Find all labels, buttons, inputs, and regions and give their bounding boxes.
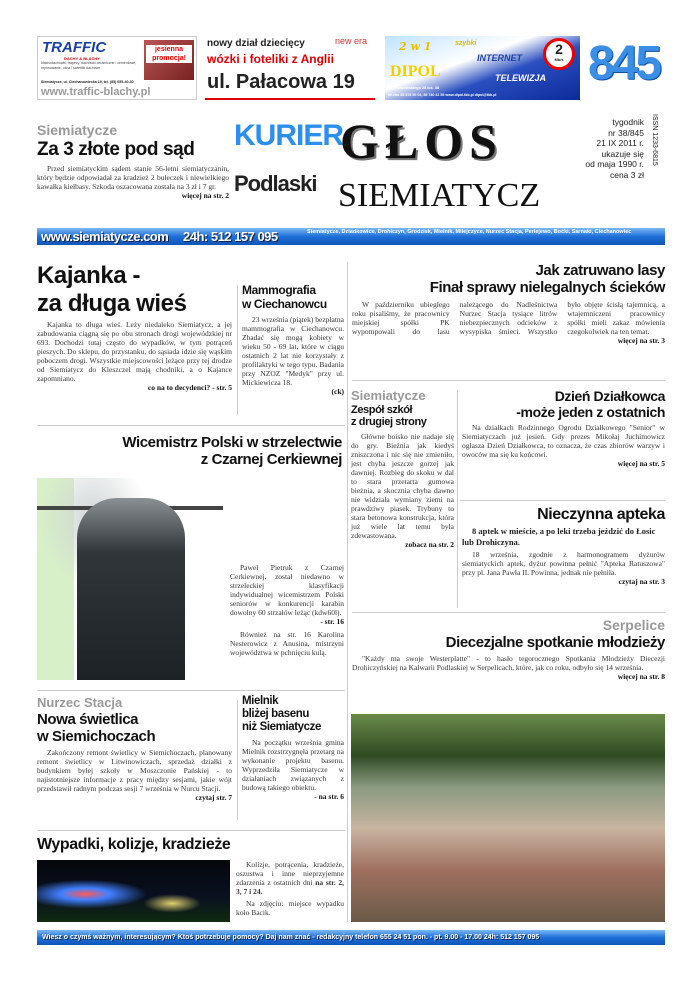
strzelec-caption xyxy=(230,560,344,657)
kajanka-title-1[interactable]: Kajanka - xyxy=(37,262,141,289)
info-price: cena 3 zł xyxy=(609,169,644,180)
ad-newera xyxy=(205,36,375,100)
teaser-text: Przed siemiatyckim sądem stanie 56-letni siemiatyczanin, który będzie odpowiadał za kradzież 2 bułeczek i niewielkiego kawałka kiełbasy. Szkoda oszacowana została na 3 zł i 7 gr. xyxy=(37,163,229,191)
dipol-speed-label: szybki xyxy=(455,40,477,47)
footer-bar xyxy=(37,930,665,945)
mammo-author: (ck) xyxy=(331,386,344,396)
mammo-title-1[interactable]: Mammografia xyxy=(242,283,316,297)
shooter-photo xyxy=(37,478,223,680)
traffic-badge: jesienna promocja! xyxy=(146,45,192,63)
kajanka-more[interactable]: co na to decydenci? - str. 5 xyxy=(147,383,232,393)
dzialkowca-more[interactable]: więcej na str. 5 xyxy=(617,459,665,469)
mielnik-title-1[interactable]: Mielnik xyxy=(242,695,279,707)
lasy-text: W październiku ubiegłego roku pisaliśmy, że pracownicy miejskiej spółki PK wypompowali do lasu należącego do Nadleśnictwa Nurzec Stacja tysiące litrów niebezpiecznych odcieków z wysypiska śmieci. Wszystko było objęte ścisłą tajemnicą, a wtajemniczeni pracownicy spółki mieli zakaz mówienia czegokolwiek na ten temat. xyxy=(352,299,665,336)
site-phone: 24h: 512 157 095 xyxy=(183,229,278,244)
traffic-sub: DACHY & BLACHY xyxy=(64,56,100,61)
teaser-kicker: Siemiatycze xyxy=(37,122,118,138)
zespol-more[interactable]: zobacz na str. 2 xyxy=(405,539,454,549)
zespol xyxy=(351,388,454,550)
dipol-contact: tel./fax 85 878 90 04, 85 740 41 55 www.dipol.tkb.pl dipol@tkb.pl xyxy=(388,93,497,97)
wypadki-text-main: Kolizje, potrącenia, kradzieże, oszustwa i inne nieprzyjemne zdarzenia z ostatnich dni xyxy=(236,860,344,887)
dipol-tv: TELEWIZJA xyxy=(495,73,546,83)
ad-traffic xyxy=(37,36,197,100)
strzelec-title-1[interactable]: Wicemistrz Polski w strzelectwie xyxy=(122,434,342,451)
masthead-glos: GŁOS xyxy=(340,113,503,169)
swietlica-more[interactable]: czytaj str. 7 xyxy=(195,793,232,803)
zespol-title-1[interactable]: Zespół szkół xyxy=(351,403,413,416)
youth-meeting-photo xyxy=(351,714,665,922)
wypadki-caption: Na zdjęciu: miejsce wypadku koło Bacik. xyxy=(236,899,344,917)
dipol-unit: Mb/s xyxy=(554,57,564,62)
dzialkowca-title-1[interactable]: Dzień Działkowca xyxy=(554,388,665,404)
serpelice-title[interactable]: Diecezjalne spotkanie młodzieży xyxy=(445,633,665,651)
site-bar xyxy=(37,228,665,245)
site-url[interactable]: www.siemiatycze.com xyxy=(41,229,169,244)
newera-line1: nowy dział dziecięcy xyxy=(207,38,305,49)
kajanka xyxy=(37,262,232,393)
info-since-1: ukazuje się xyxy=(601,148,644,159)
dipol-tag: 2 w 1 xyxy=(399,40,432,53)
dipol-internet: INTERNET xyxy=(477,53,522,63)
site-towns: Siemiatycze, Dziadkowice, Drohiczyn, Grodzisk, Mielnik, Milejczyce, Nurzec Stacja, Perlejewo, Boćki, Sarnaki, Ciechanowiec xyxy=(307,229,632,235)
teaser-more[interactable]: więcej na str. 2 xyxy=(181,190,229,200)
mammo-text: 23 września (piątek) bezpłatna mammografia w Ciechanowcu. Zbadać się mogą kobiety w wieku 50 - 69 lat, które w ciągu ostatnich 2 lat nie korzystały z profilaktyki w tego typu. Badania przy NZOZ "Medyk" przy ul. Mickiewicza 18. xyxy=(242,314,344,387)
zespol-kicker: Siemiatycze xyxy=(351,388,426,403)
lasy-title-2[interactable]: Finał sprawy nielegalnych ścieków xyxy=(429,279,665,297)
kajanka-text: Kajanka to długa wieś. Leży niedaleko Siemiatycz, a jej zabudowania ciągną się po obu stronach drogi wojewódzkiej nr 693. Dochodzi tutaj często do wypadków, w tym potrąceń pieszych. Do sklepu, do przystanku, do sąsiada idzie się wąskim poboczem drogi. Wszystkie miejscowości leżące przy tej drodze od Siemiatycz do Kleszczel mają chodniki, a o Kajance zapomniano. xyxy=(37,320,232,384)
serpelice-kicker: Serpelice xyxy=(602,617,665,633)
apteka-text: 18 września, zgodnie z harmonogramem dyżurów siemiatyckich aptek, dyżur powinna pełnić "Apteka Ratuszowa" przy pl. Jana Pawła II. Powinna, jednak nie pełniła. xyxy=(462,550,665,578)
serpelice-more[interactable]: więcej na str. 8 xyxy=(617,672,665,682)
mielnik-title-2[interactable]: bliżej basenu xyxy=(242,708,310,721)
issue-number: 845 xyxy=(588,37,660,90)
wypadki-ref[interactable]: na str. 2, 3, 7 i 24. xyxy=(236,878,345,896)
info-date: 21 IX 2011 r. xyxy=(596,138,644,148)
traffic-logo: TRAFFIC xyxy=(42,39,107,56)
lasy xyxy=(352,262,665,346)
strzelec-title-2[interactable]: z Czarnej Cerkiewnej xyxy=(200,451,342,469)
accident-photo xyxy=(37,860,230,922)
dipol-address: ul. Kraszewskiego 28 lok. 38 xyxy=(388,86,440,90)
dzialkowca xyxy=(462,388,665,469)
teaser xyxy=(37,122,229,201)
masthead-kurier: KURIER xyxy=(234,119,344,152)
info-number: nr 38/845 xyxy=(608,127,644,138)
issue-info xyxy=(578,117,644,180)
mielnik xyxy=(242,695,344,802)
apteka-more[interactable]: czytaj na str. 3 xyxy=(618,577,665,587)
masthead-podlaski: Podlaski xyxy=(234,171,317,196)
swietlica-title-1[interactable]: Nowa świetlica xyxy=(37,710,139,728)
mammo xyxy=(242,284,344,397)
mielnik-text: Na początku września gmina Mielnik rozstrzygnęła przetarg na wykonanie projektu basenu. Wyprzedziła Siemiatycze w działaniach związanych z budową takiego obiektu. xyxy=(242,737,344,792)
lasy-title-1[interactable]: Jak zatruwano lasy xyxy=(535,262,665,279)
lasy-more[interactable]: więcej na str. 3 xyxy=(617,335,665,345)
swietlica xyxy=(37,695,232,803)
wypadki-text xyxy=(236,860,344,896)
issn: ISSN 1233-6815 xyxy=(651,114,658,166)
dipol-speed: 2 xyxy=(555,41,563,57)
masthead-siemiatycz: SIEMIATYCZ xyxy=(338,177,541,214)
kajanka-title-2[interactable]: za długa wieś xyxy=(37,289,187,317)
wypadki-side xyxy=(236,857,344,917)
strzelec-text: Paweł Pietruk z Czarnej Cerkiewnej, został niedawno w strzeleckiej klasyfikacji indywidualnej wicemistrzem Polski seniorów w konkurencji karabin dowolny 60 strzałów leżąc (kdw60l). xyxy=(230,563,344,617)
newera-line3: ul. Pałacowa 19 xyxy=(207,71,355,93)
footer-text: Wiesz o czymś ważnym, interesującym? Ktoś potrzebuje pomocy? Daj nam znać - redakcyjny telefon 655 24 51 pon. - pt. 9.00 - 17.00 24h: 512 157 095 xyxy=(42,934,540,941)
dzialkowca-text: Na działkach Rodzinnego Ogrodu Działkowego "Senior" w Siemiatyczach już jesień. Gdy prezes Mikołaj Juchimowicz ogłasza Dzień Działkowca, to oznacza, że czas zbiorów warzyw i owoców ma się ku końcowi. xyxy=(462,423,665,460)
mielnik-title-3[interactable]: niż Siemiatycze xyxy=(242,721,322,734)
dzialkowca-title-2[interactable]: -może jeden z ostatnich xyxy=(516,404,665,421)
swietlica-title-2[interactable]: w Siemichoczach xyxy=(37,727,156,745)
apteka xyxy=(462,506,665,587)
zespol-title-2[interactable]: z drugiej strony xyxy=(351,416,427,429)
strzelec-heading xyxy=(40,434,342,469)
mielnik-more[interactable]: - na str. 6 xyxy=(314,791,344,801)
info-since-2: od maja 1990 r. xyxy=(585,159,644,169)
strzelec-text-2: Również na str. 16 Karolina Nesterowicz z Anusina, mistrzyni województwa w pchnięciu kulą. xyxy=(230,630,344,657)
traffic-desc: blachodachówki, trapezy, dachówki ceramiczne i cementowe, orynnowanie, okna i świetliki dachowe xyxy=(41,61,137,70)
traffic-address: Siemiatycze, ul. Ciechanowiecka 19, tel. (85) 655-40-30 xyxy=(41,80,134,84)
wypadki-title[interactable]: Wypadki, kolizje, kradzieże xyxy=(37,836,231,853)
zespol-text: Główne boisko nie nadaje się do gry. Bieżnia jak kiedyś zniszczona i nic się nie zmieniło, jest chyba jeszcze gorzej jak dawniej. Rozbieg do skoku w dal to stara przetarta gumowa bieżnia, a skocznia chyba dawno nie widziała wymiany ziemi na prawdziwy piasek. Trybuny to stara betonowa konstrukcja, która już wiele lat temu była zdewastowana. xyxy=(351,431,454,540)
swietlica-text: Zakończony remont świetlicy w Siemichoczach, planowany remont świetlicy w Litwinowiczach, sprzedaż działki z budynkiem byłej szkoły w Moszczonie Pańskiej - to najistotniejsze informacje z pracy między sesjami, jakie wójt przedstawił radnym podczas sesji 7 września w Nurcu Stacji. xyxy=(37,748,232,794)
dipol-logo: DIPOL xyxy=(390,63,441,80)
strzelec-ref[interactable]: - str. 16 xyxy=(320,617,344,626)
teaser-title[interactable]: Za 3 złote pod sąd xyxy=(37,138,195,160)
ad-dipol xyxy=(385,36,580,100)
mammo-title-2[interactable]: w Ciechanowcu xyxy=(242,296,327,311)
apteka-title[interactable]: Nieczynna apteka xyxy=(537,506,665,523)
info-weekly: tygodnik xyxy=(612,117,644,127)
apteka-lead: 8 aptek w mieście, a po leki trzeba jeździć do Łosic lub Drohiczyna. xyxy=(462,526,656,547)
serpelice xyxy=(352,617,665,682)
traffic-url[interactable]: www.traffic-blachy.pl xyxy=(41,86,151,98)
newera-logo: new era xyxy=(335,36,368,46)
newera-line2: wózki i foteliki z Anglii xyxy=(207,52,334,66)
serpelice-text: "Każdy ma swoje Westerplatte" - to hasło tegorocznego Spotkania Młodzieży Diecezji Drohiczyńskiej na Kalwarii Podlaskiej w Serpelicach, które, jak co roku, odbyło się 14 września. xyxy=(352,654,665,673)
swietlica-kicker: Nurzec Stacja xyxy=(37,695,123,710)
